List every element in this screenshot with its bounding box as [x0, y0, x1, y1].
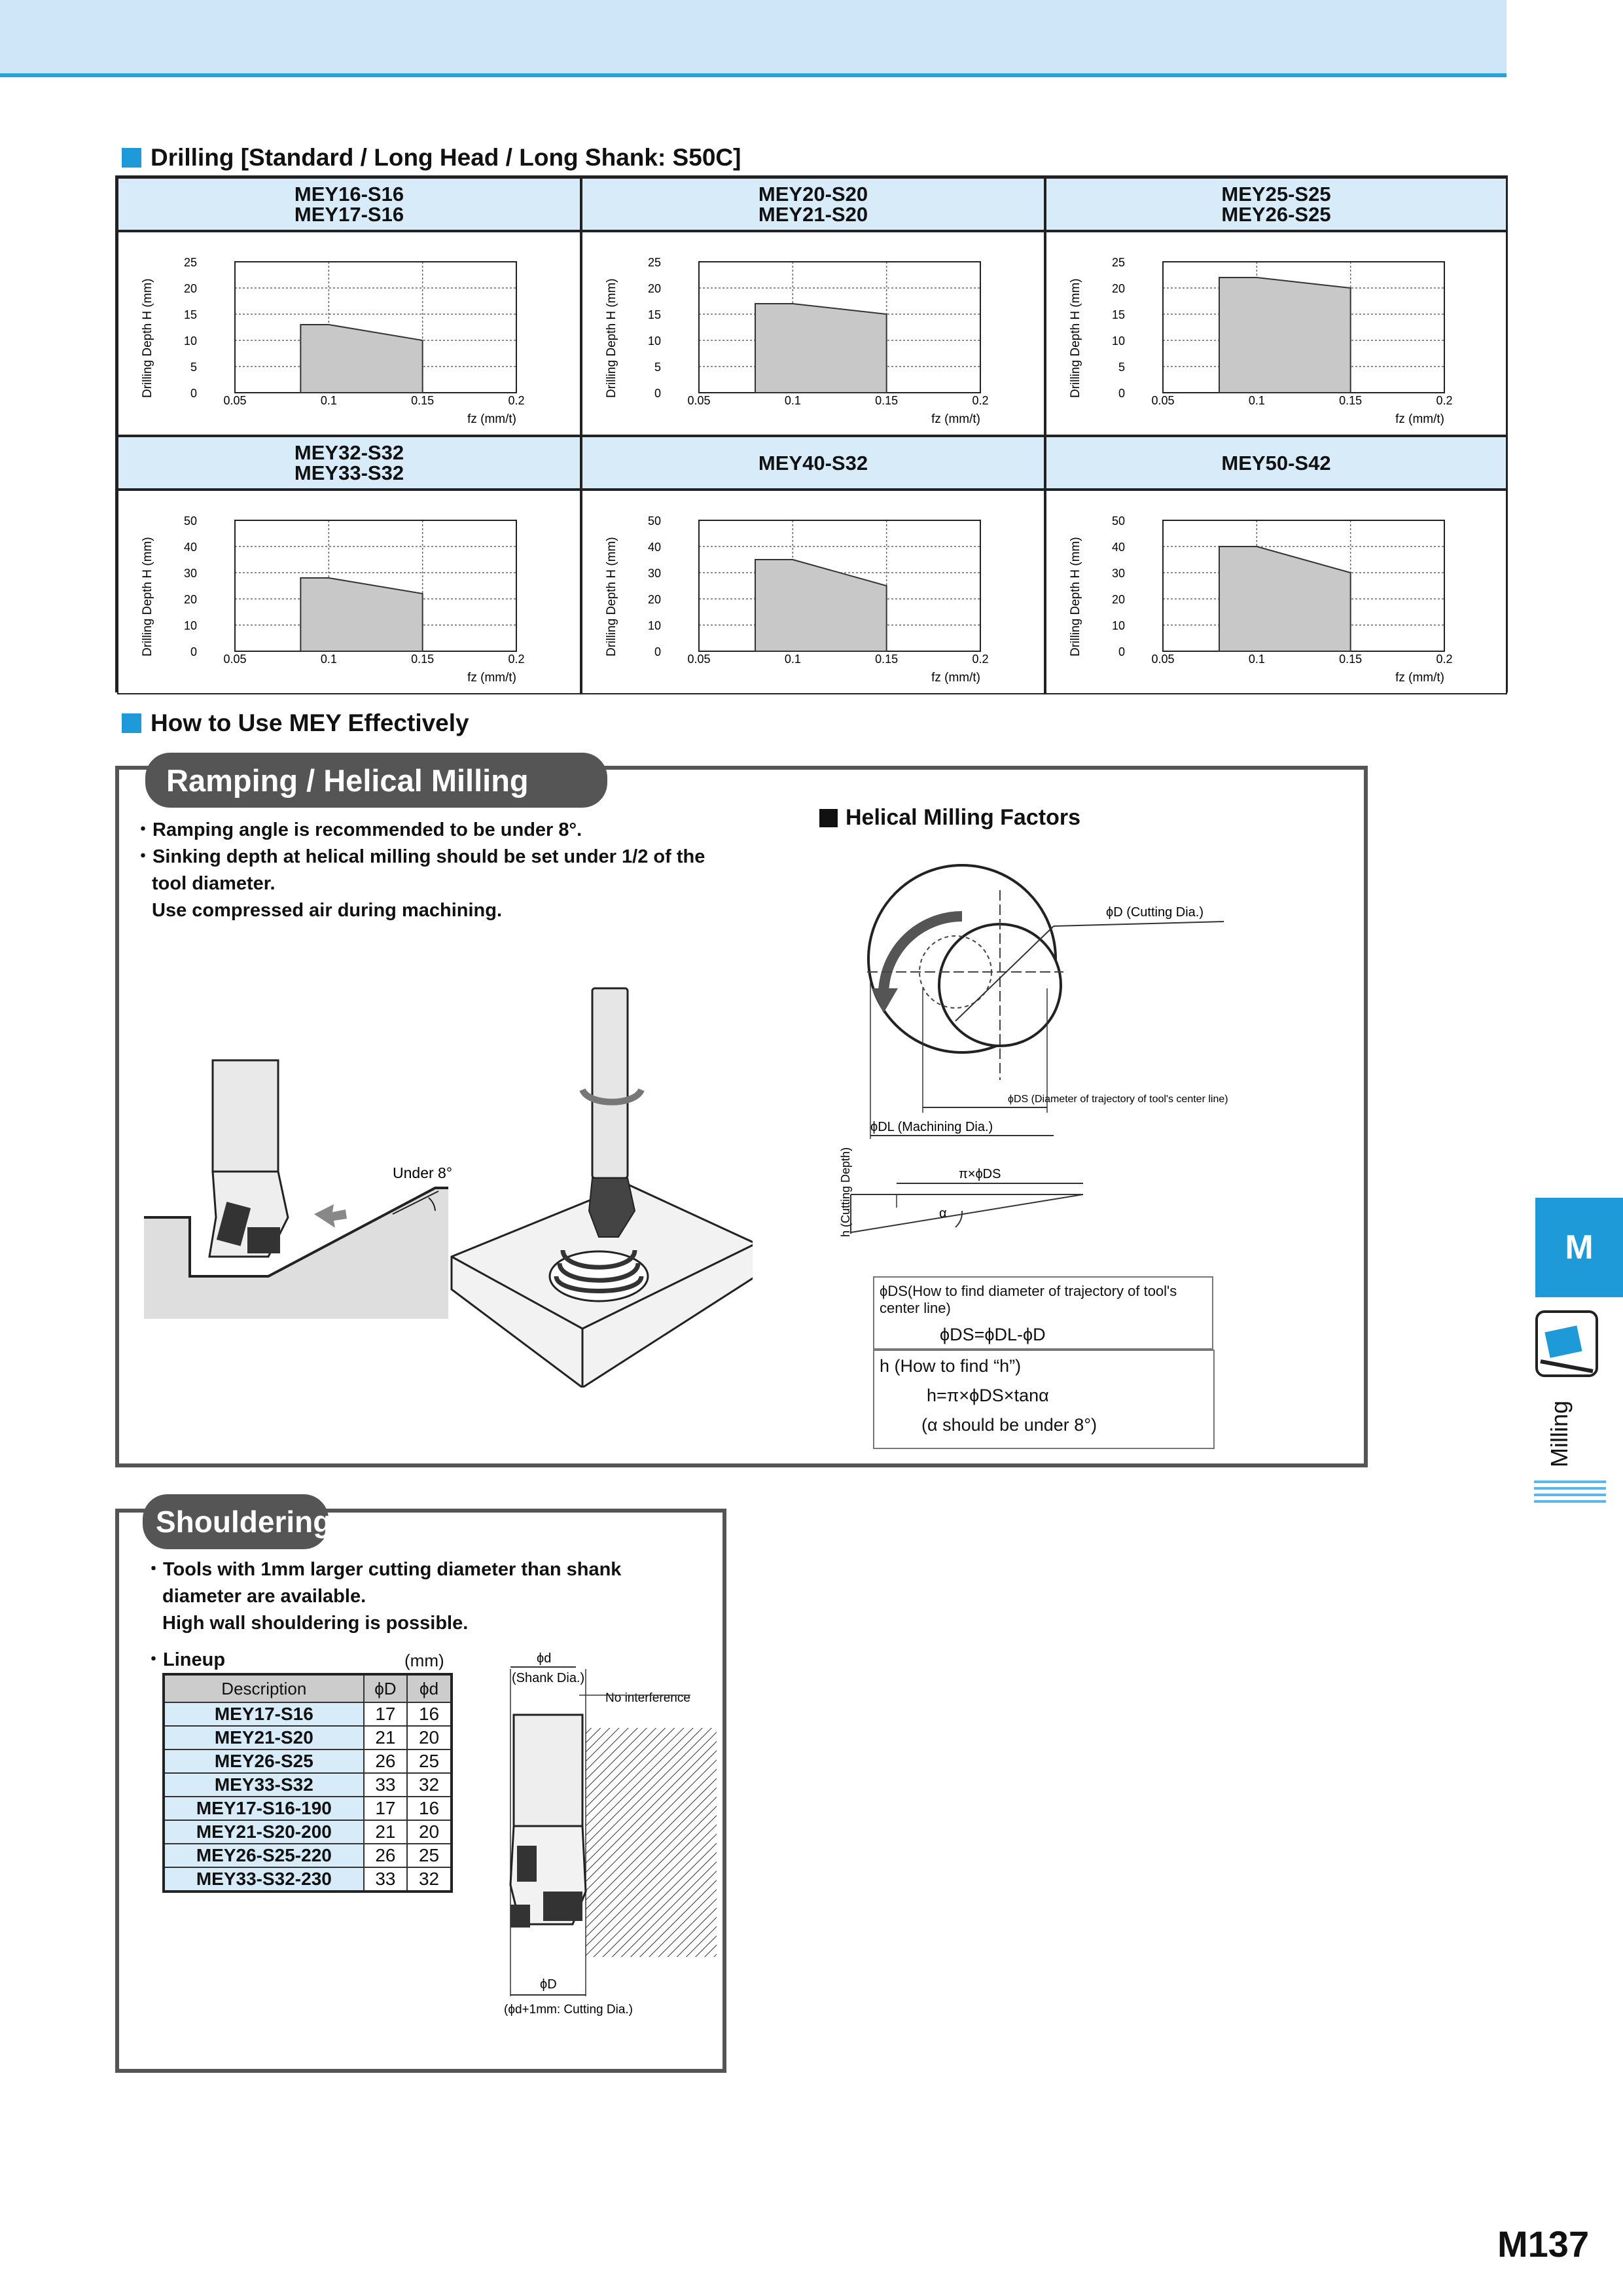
- x-tick-label: 0.15: [875, 653, 899, 666]
- x-tick-label: 0.05: [687, 653, 711, 666]
- lineup-unit: (mm): [404, 1651, 444, 1670]
- table-row: [164, 1773, 452, 1797]
- d-cutting-label: ϕD (Cutting Dia.): [1106, 905, 1204, 920]
- alpha-arc: [955, 1211, 962, 1227]
- y-tick-label: 30: [183, 567, 197, 580]
- shouldering-bullet-1: ・Tools with 1mm larger cutting diameter than shank: [144, 1559, 622, 1580]
- d-big-label: ϕD: [540, 1977, 557, 1992]
- y-tick-label: 5: [1118, 361, 1125, 374]
- x-tick-label: 0.2: [508, 653, 525, 666]
- y-tick-label: 25: [183, 256, 197, 269]
- table-row: [164, 1726, 452, 1749]
- d-small-label: ϕd: [537, 1651, 552, 1666]
- ramping-title-text: Ramping / Helical Milling: [166, 762, 529, 798]
- chart-cell: [117, 490, 581, 694]
- y-tick-label: 20: [647, 282, 661, 295]
- chart-heading: [117, 177, 581, 231]
- chart-model-name: MEY32-S32: [294, 441, 404, 464]
- formula-h-note: (α should be under 8°): [921, 1415, 1097, 1435]
- section-marker-icon: [122, 148, 141, 168]
- shouldering-diagram: [484, 1649, 720, 2016]
- y-tick-label: 20: [183, 282, 197, 295]
- x-tick-label: 0.05: [223, 394, 247, 407]
- lineup-shank-dia: 32: [407, 1867, 452, 1892]
- cut-dia-label: (ϕd+1mm: Cutting Dia.): [504, 2003, 633, 2016]
- side-stripe-3: [1534, 1494, 1606, 1496]
- chart-model-name: MEY25-S25: [1221, 183, 1331, 206]
- x-tick-label: 0.2: [1436, 653, 1453, 666]
- drilling-depth-chart: [582, 232, 1044, 435]
- lineup-shank-dia: 25: [407, 1844, 452, 1867]
- y-tick-label: 10: [183, 619, 197, 632]
- lineup-shank-dia: 20: [407, 1726, 452, 1749]
- lineup-header-cell: Description: [164, 1674, 364, 1702]
- y-tick-label: 25: [647, 256, 661, 269]
- x-axis-label: fz (mm/t): [1395, 671, 1444, 685]
- x-tick-label: 0.2: [508, 394, 525, 407]
- y-tick-label: 40: [183, 541, 197, 554]
- y-tick-label: 15: [1111, 308, 1125, 321]
- x-tick-label: 0.1: [320, 394, 337, 407]
- ramping-title: [145, 753, 607, 808]
- table-row: [164, 1749, 452, 1773]
- chart-heading: [117, 436, 581, 490]
- y-tick-label: 10: [647, 619, 661, 632]
- dl-label: ϕDL (Machining Dia.): [870, 1120, 993, 1134]
- shouldering-bullets: [144, 1556, 621, 1637]
- lineup-description: MEY17-S16-190: [164, 1797, 364, 1820]
- formula-box-ds: [873, 1276, 1213, 1350]
- drilling-depth-area: [300, 325, 422, 393]
- shank-dia-label: (Shank Dia.): [512, 1671, 585, 1685]
- y-tick-label: 20: [183, 593, 197, 606]
- shouldering-bullet-1c: High wall shouldering is possible.: [162, 1613, 469, 1634]
- x-tick-label: 0.2: [972, 394, 989, 407]
- chart-model-name: MEY16-S16: [294, 183, 404, 206]
- ramping-bullet-2c: Use compressed air during machining.: [152, 900, 503, 921]
- ramping-bullet-1: ・Ramping angle is recommended to be under 8°.: [134, 819, 582, 840]
- y-tick-label: 40: [1111, 541, 1125, 554]
- formula-box-h: [873, 1350, 1215, 1449]
- x-tick-label: 0.05: [1151, 394, 1175, 407]
- lineup-description: MEY26-S25: [164, 1749, 364, 1773]
- ramping-bullet-2: ・Sinking depth at helical milling should be set under 1/2 of the: [134, 846, 705, 867]
- table-row: [164, 1702, 452, 1726]
- feed-arrow-icon: [314, 1204, 347, 1228]
- side-stripe-2: [1534, 1487, 1606, 1490]
- y-axis-label: Drilling Depth H (mm): [1069, 537, 1082, 656]
- y-tick-label: 0: [654, 645, 661, 658]
- ramping-bullets: [134, 817, 705, 924]
- lineup-shank-dia: 25: [407, 1749, 452, 1773]
- x-tick-label: 0.1: [1248, 394, 1265, 407]
- leader-line: [1054, 922, 1224, 926]
- formula-h-title: h (How to find “h”): [880, 1356, 1022, 1376]
- lineup-cutting-dia: 21: [364, 1726, 407, 1749]
- section-marker-icon: [122, 713, 141, 733]
- x-tick-label: 0.15: [1339, 653, 1363, 666]
- header-band: [0, 0, 1507, 77]
- helical-factors-diagram: [831, 864, 1257, 1270]
- chart-cell: [117, 231, 581, 436]
- lineup-label: ・Lineup: [144, 1649, 226, 1670]
- chart-heading: [581, 436, 1045, 490]
- y-axis-label: Drilling Depth H (mm): [1069, 278, 1082, 398]
- y-tick-label: 20: [1111, 282, 1125, 295]
- chart-model-name: MEY17-S16: [294, 203, 404, 226]
- tool-shank: [213, 1060, 278, 1172]
- page-number: M137: [1497, 2223, 1590, 2265]
- y-tick-label: 40: [647, 541, 661, 554]
- alpha-label: α: [939, 1206, 947, 1221]
- y-tick-label: 10: [1111, 619, 1125, 632]
- x-tick-label: 0.2: [1436, 394, 1453, 407]
- x-tick-label: 0.1: [320, 653, 337, 666]
- y-tick-label: 20: [1111, 593, 1125, 606]
- lineup-description: MEY26-S25-220: [164, 1844, 364, 1867]
- y-tick-label: 25: [1111, 256, 1125, 269]
- pi-ds-label: π×ϕDS: [959, 1167, 1001, 1181]
- y-tick-label: 30: [647, 567, 661, 580]
- x-tick-label: 0.2: [972, 653, 989, 666]
- side-stripe-4: [1534, 1500, 1606, 1503]
- x-tick-label: 0.1: [784, 394, 801, 407]
- shoulder-insert-1: [517, 1846, 537, 1882]
- table-row: [164, 1797, 452, 1820]
- y-tick-label: 50: [183, 514, 197, 528]
- y-axis-label: Drilling Depth H (mm): [605, 278, 618, 398]
- under-angle-label: Under 8°: [393, 1164, 453, 1181]
- table-row: [164, 1867, 452, 1892]
- side-stripe-1: [1534, 1480, 1606, 1483]
- h-cutting-label: h (Cutting Depth): [839, 1147, 852, 1237]
- lineup-header-row: [164, 1674, 452, 1702]
- drilling-depth-area: [1219, 547, 1351, 651]
- lineup-description: MEY21-S20: [164, 1726, 364, 1749]
- x-tick-label: 0.1: [1248, 653, 1265, 666]
- lineup-header-cell: ϕD: [364, 1674, 407, 1702]
- x-tick-label: 0.1: [784, 653, 801, 666]
- chart-cell: [1045, 231, 1507, 436]
- lineup-table: [162, 1673, 453, 1893]
- y-tick-label: 15: [183, 308, 197, 321]
- y-axis-label: Drilling Depth H (mm): [141, 278, 154, 398]
- chart-heading: [1045, 436, 1507, 490]
- chart-model-name: MEY40-S32: [758, 451, 868, 475]
- lineup-header-cell: ϕd: [407, 1674, 452, 1702]
- shoulder-insert-3: [510, 1905, 530, 1928]
- howto-title-text: How to Use MEY Effectively: [151, 709, 469, 736]
- y-tick-label: 0: [190, 387, 197, 400]
- milling-category-icon: [1534, 1309, 1599, 1378]
- drilling-depth-chart: [582, 491, 1044, 693]
- y-tick-label: 10: [183, 334, 197, 348]
- drilling-depth-chart: [118, 232, 580, 435]
- y-tick-label: 0: [654, 387, 661, 400]
- y-tick-label: 10: [1111, 334, 1125, 348]
- y-tick-label: 5: [190, 361, 197, 374]
- drilling-depth-chart: [1046, 491, 1508, 693]
- x-tick-label: 0.15: [411, 653, 435, 666]
- x-axis-label: fz (mm/t): [467, 412, 516, 426]
- chart-cell: [581, 231, 1045, 436]
- drilling-depth-chart: [118, 491, 580, 693]
- shouldering-bullet-1b: diameter are available.: [162, 1586, 366, 1607]
- shouldering-title-text: Shouldering: [156, 1505, 332, 1539]
- formula-ds-eq: ϕDS=ϕDL-ϕD: [940, 1325, 1046, 1344]
- y-tick-label: 20: [647, 593, 661, 606]
- shouldering-title: [143, 1494, 332, 1549]
- slope-line: [851, 1194, 1083, 1232]
- lineup-cutting-dia: 17: [364, 1797, 407, 1820]
- x-tick-label: 0.05: [223, 653, 247, 666]
- y-tick-label: 15: [647, 308, 661, 321]
- lineup-shank-dia: 16: [407, 1702, 452, 1726]
- y-tick-label: 10: [647, 334, 661, 348]
- x-axis-label: fz (mm/t): [1395, 412, 1444, 426]
- ramping-illustration: [137, 969, 753, 1388]
- y-tick-label: 50: [647, 514, 661, 528]
- chart-cell: [1045, 490, 1507, 694]
- table-row: [164, 1844, 452, 1867]
- chart-model-name: MEY20-S20: [758, 183, 868, 206]
- chart-model-name: MEY33-S32: [294, 461, 404, 484]
- helical-tool-shank: [592, 988, 628, 1178]
- formula-h-eq: h=π×ϕDS×tanα: [927, 1386, 1049, 1405]
- insert-shape-2: [247, 1227, 280, 1253]
- wall-hatch: [586, 1728, 717, 1957]
- factors-marker-icon: [819, 809, 838, 827]
- lineup-cutting-dia: 26: [364, 1844, 407, 1867]
- lineup-cutting-dia: 17: [364, 1702, 407, 1726]
- side-label-milling: Milling: [1546, 1400, 1573, 1467]
- chart-cell: [581, 490, 1045, 694]
- x-tick-label: 0.05: [1151, 653, 1175, 666]
- drilling-depth-area: [300, 578, 422, 651]
- chart-heading: [1045, 177, 1507, 231]
- chart-model-name: MEY21-S20: [758, 203, 868, 226]
- y-axis-label: Drilling Depth H (mm): [141, 537, 154, 656]
- x-axis-label: fz (mm/t): [931, 412, 980, 426]
- y-tick-label: 0: [190, 645, 197, 658]
- formula-ds-title: ϕDS(How to find diameter of trajectory of tool's center line): [880, 1283, 1177, 1316]
- y-tick-label: 0: [1118, 387, 1125, 400]
- drilling-depth-area: [1219, 278, 1351, 393]
- shoulder-insert-2: [543, 1892, 582, 1921]
- ramping-bullet-2b: tool diameter.: [152, 873, 276, 894]
- chart-model-name: MEY50-S42: [1221, 451, 1331, 475]
- shoulder-tool-shank: [514, 1715, 582, 1826]
- chart-heading: [581, 177, 1045, 231]
- x-axis-label: fz (mm/t): [931, 671, 980, 685]
- y-tick-label: 50: [1111, 514, 1125, 528]
- lineup-body: [164, 1702, 452, 1892]
- factors-title-text: Helical Milling Factors: [846, 805, 1080, 830]
- chart-model-name: MEY26-S25: [1221, 203, 1331, 226]
- x-tick-label: 0.05: [687, 394, 711, 407]
- no-interference-label: No interference: [605, 1691, 690, 1705]
- howto-section-title: [122, 709, 469, 737]
- lineup-shank-dia: 32: [407, 1773, 452, 1797]
- drilling-section-title: [122, 144, 741, 171]
- drilling-depth-chart: [1046, 232, 1508, 435]
- lineup-shank-dia: 20: [407, 1820, 452, 1844]
- y-axis-label: Drilling Depth H (mm): [605, 537, 618, 656]
- lineup-cutting-dia: 33: [364, 1773, 407, 1797]
- lineup-shank-dia: 16: [407, 1797, 452, 1820]
- drilling-depth-area: [755, 304, 887, 393]
- drilling-depth-area: [755, 560, 887, 651]
- side-tab-letter: M: [1565, 1229, 1594, 1266]
- y-tick-label: 30: [1111, 567, 1125, 580]
- lineup-description: MEY33-S32-230: [164, 1867, 364, 1892]
- lineup-description: MEY17-S16: [164, 1702, 364, 1726]
- lineup-description: MEY21-S20-200: [164, 1820, 364, 1844]
- y-tick-label: 0: [1118, 645, 1125, 658]
- lineup-description: MEY33-S32: [164, 1773, 364, 1797]
- x-tick-label: 0.15: [875, 394, 899, 407]
- side-tab-m[interactable]: [1535, 1198, 1623, 1297]
- x-tick-label: 0.15: [411, 394, 435, 407]
- x-tick-label: 0.15: [1339, 394, 1363, 407]
- drilling-title-text: Drilling [Standard / Long Head / Long Shank: S50C]: [151, 144, 741, 171]
- drilling-chart-grid: [115, 175, 1508, 692]
- x-axis-label: fz (mm/t): [467, 671, 516, 685]
- table-row: [164, 1820, 452, 1844]
- lineup-cutting-dia: 21: [364, 1820, 407, 1844]
- y-tick-label: 5: [654, 361, 661, 374]
- ds-label: ϕDS (Diameter of trajectory of tool's center line): [1008, 1094, 1228, 1105]
- lineup-cutting-dia: 26: [364, 1749, 407, 1773]
- lineup-cutting-dia: 33: [364, 1867, 407, 1892]
- factors-title: [819, 805, 1080, 831]
